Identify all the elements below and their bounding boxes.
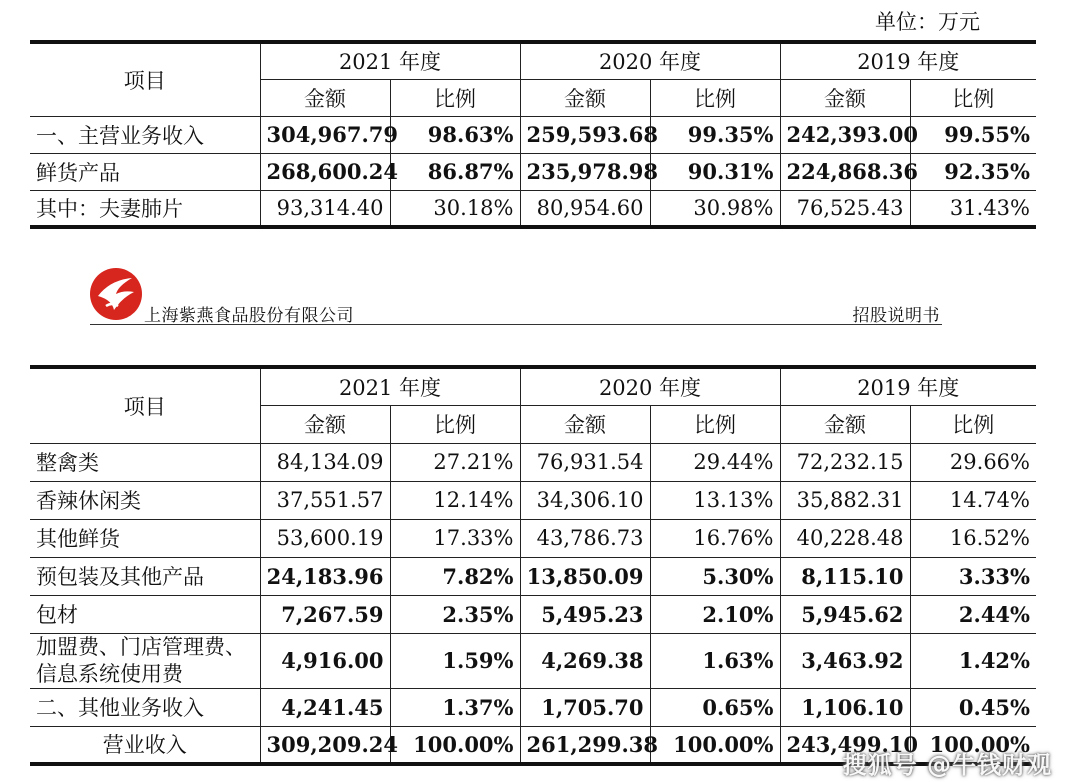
cell-amount-2019: 35,882.31 xyxy=(780,481,910,519)
cell-amount-2020: 13,850.09 xyxy=(520,557,650,595)
cell-ratio-2021: 30.18% xyxy=(390,190,520,227)
cell-amount-2021: 37,551.57 xyxy=(260,481,390,519)
table-row xyxy=(30,443,1036,481)
column-header-amount: 金额 xyxy=(780,405,910,443)
table-row xyxy=(30,190,1036,227)
column-header-item: 项目 xyxy=(30,367,260,443)
cell-amount-2021: 7,267.59 xyxy=(260,595,390,633)
row-label: 一、主营业务收入 xyxy=(30,116,260,153)
cell-ratio-2020: 1.63% xyxy=(650,633,780,688)
row-label: 加盟费、门店管理费、信息系统使用费 xyxy=(30,633,260,688)
table-row xyxy=(30,153,1036,190)
cell-ratio-2020: 13.13% xyxy=(650,481,780,519)
cell-amount-2020: 43,786.73 xyxy=(520,519,650,557)
cell-amount-2021: 309,209.24 xyxy=(260,726,390,764)
table-row xyxy=(30,557,1036,595)
swallow-logo-icon xyxy=(88,266,144,322)
column-header-year-2021: 2021 年度 xyxy=(260,42,520,79)
row-label: 整禽类 xyxy=(30,443,260,481)
cell-ratio-2021: 98.63% xyxy=(390,116,520,153)
table-row xyxy=(30,633,1036,688)
column-header-amount: 金额 xyxy=(260,405,390,443)
company-name: 上海紫燕食品股份有限公司 xyxy=(144,306,354,326)
cell-ratio-2019: 1.42% xyxy=(910,633,1036,688)
column-header-ratio: 比例 xyxy=(910,405,1036,443)
cell-amount-2021: 268,600.24 xyxy=(260,153,390,190)
column-header-ratio: 比例 xyxy=(650,405,780,443)
cell-ratio-2020: 99.35% xyxy=(650,116,780,153)
table-row xyxy=(30,116,1036,153)
cell-ratio-2020: 0.65% xyxy=(650,688,780,726)
cell-amount-2019: 224,868.36 xyxy=(780,153,910,190)
cell-ratio-2021: 12.14% xyxy=(390,481,520,519)
cell-amount-2021: 4,241.45 xyxy=(260,688,390,726)
row-label: 香辣休闲类 xyxy=(30,481,260,519)
cell-ratio-2021: 86.87% xyxy=(390,153,520,190)
cell-ratio-2019: 2.44% xyxy=(910,595,1036,633)
cell-ratio-2019: 16.52% xyxy=(910,519,1036,557)
cell-amount-2019: 1,106.10 xyxy=(780,688,910,726)
cell-amount-2020: 5,495.23 xyxy=(520,595,650,633)
revenue-table-main xyxy=(30,40,1036,229)
cell-ratio-2020: 16.76% xyxy=(650,519,780,557)
row-label: 营业收入 xyxy=(30,726,260,764)
column-header-amount: 金额 xyxy=(520,405,650,443)
cell-ratio-2021: 27.21% xyxy=(390,443,520,481)
cell-ratio-2020: 90.31% xyxy=(650,153,780,190)
row-label: 包材 xyxy=(30,595,260,633)
table-row xyxy=(30,519,1036,557)
cell-amount-2020: 1,705.70 xyxy=(520,688,650,726)
cell-amount-2021: 93,314.40 xyxy=(260,190,390,227)
cell-amount-2021: 53,600.19 xyxy=(260,519,390,557)
table-row xyxy=(30,595,1036,633)
column-header-ratio: 比例 xyxy=(650,79,780,116)
cell-amount-2021: 84,134.09 xyxy=(260,443,390,481)
row-label: 鲜货产品 xyxy=(30,153,260,190)
cell-ratio-2020: 30.98% xyxy=(650,190,780,227)
cell-ratio-2019: 92.35% xyxy=(910,153,1036,190)
cell-ratio-2020: 5.30% xyxy=(650,557,780,595)
cell-ratio-2019: 3.33% xyxy=(910,557,1036,595)
cell-amount-2020: 235,978.98 xyxy=(520,153,650,190)
cell-amount-2021: 24,183.96 xyxy=(260,557,390,595)
cell-ratio-2019: 29.66% xyxy=(910,443,1036,481)
column-header-ratio: 比例 xyxy=(390,79,520,116)
column-header-year-2019: 2019 年度 xyxy=(780,367,1036,405)
cell-ratio-2021: 1.59% xyxy=(390,633,520,688)
cell-amount-2019: 8,115.10 xyxy=(780,557,910,595)
column-header-year-2019: 2019 年度 xyxy=(780,42,1036,79)
cell-amount-2020: 34,306.10 xyxy=(520,481,650,519)
cell-ratio-2019: 99.55% xyxy=(910,116,1036,153)
cell-ratio-2019: 100.00% xyxy=(910,726,1036,764)
cell-amount-2019: 3,463.92 xyxy=(780,633,910,688)
cell-amount-2019: 242,393.00 xyxy=(780,116,910,153)
unit-label: 单位：万元 xyxy=(875,10,980,34)
cell-amount-2020: 4,269.38 xyxy=(520,633,650,688)
cell-amount-2019: 5,945.62 xyxy=(780,595,910,633)
cell-amount-2020: 261,299.38 xyxy=(520,726,650,764)
watermark: 搜狐号 @牛钱财观 xyxy=(842,751,1052,779)
table-row xyxy=(30,481,1036,519)
revenue-table-breakdown xyxy=(30,365,1036,766)
cell-ratio-2020: 100.00% xyxy=(650,726,780,764)
cell-amount-2020: 80,954.60 xyxy=(520,190,650,227)
row-label: 预包装及其他产品 xyxy=(30,557,260,595)
cell-amount-2019: 243,499.10 xyxy=(780,726,910,764)
column-header-ratio: 比例 xyxy=(910,79,1036,116)
cell-ratio-2019: 14.74% xyxy=(910,481,1036,519)
cell-amount-2021: 304,967.79 xyxy=(260,116,390,153)
column-header-ratio: 比例 xyxy=(390,405,520,443)
header-divider xyxy=(90,324,942,325)
cell-ratio-2021: 100.00% xyxy=(390,726,520,764)
column-header-amount: 金额 xyxy=(780,79,910,116)
cell-amount-2019: 76,525.43 xyxy=(780,190,910,227)
company-logo xyxy=(88,266,144,322)
column-header-year-2021: 2021 年度 xyxy=(260,367,520,405)
cell-ratio-2019: 0.45% xyxy=(910,688,1036,726)
cell-amount-2020: 259,593.68 xyxy=(520,116,650,153)
cell-ratio-2021: 1.37% xyxy=(390,688,520,726)
cell-amount-2020: 76,931.54 xyxy=(520,443,650,481)
cell-ratio-2021: 17.33% xyxy=(390,519,520,557)
column-header-amount: 金额 xyxy=(260,79,390,116)
table-row xyxy=(30,688,1036,726)
cell-amount-2021: 4,916.00 xyxy=(260,633,390,688)
cell-amount-2019: 40,228.48 xyxy=(780,519,910,557)
cell-amount-2019: 72,232.15 xyxy=(780,443,910,481)
column-header-year-2020: 2020 年度 xyxy=(520,42,780,79)
cell-ratio-2021: 2.35% xyxy=(390,595,520,633)
row-label: 其中：夫妻肺片 xyxy=(30,190,260,227)
column-header-year-2020: 2020 年度 xyxy=(520,367,780,405)
row-label: 二、其他业务收入 xyxy=(30,688,260,726)
row-label: 其他鲜货 xyxy=(30,519,260,557)
cell-ratio-2021: 7.82% xyxy=(390,557,520,595)
cell-ratio-2020: 2.10% xyxy=(650,595,780,633)
column-header-amount: 金额 xyxy=(520,79,650,116)
document-type: 招股说明书 xyxy=(852,306,940,326)
cell-ratio-2019: 31.43% xyxy=(910,190,1036,227)
cell-ratio-2020: 29.44% xyxy=(650,443,780,481)
column-header-item: 项目 xyxy=(30,42,260,116)
